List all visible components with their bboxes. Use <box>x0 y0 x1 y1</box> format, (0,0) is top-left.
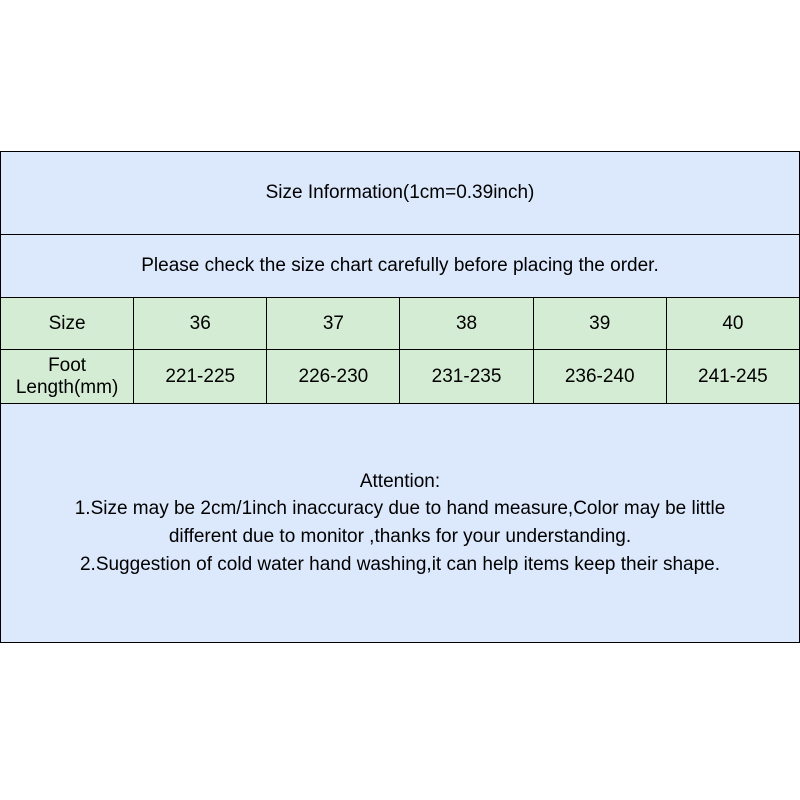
header-cell-36: 36 <box>134 298 267 350</box>
header-cell-39: 39 <box>533 298 666 350</box>
cell-foot-length-39: 236-240 <box>533 350 666 404</box>
cell-foot-length-38: 231-235 <box>400 350 533 404</box>
cell-foot-length-36: 221-225 <box>134 350 267 404</box>
attention-line-2: different due to monitor ,thanks for your understanding. <box>168 526 632 547</box>
size-information-table <box>0 151 800 643</box>
size-information-title: Size Information(1cm=0.39inch) <box>1 152 800 235</box>
cell-foot-length-37: 226-230 <box>267 350 400 404</box>
size-chart-notice: Please check the size chart carefully before placing the order. <box>1 235 800 298</box>
cell-foot-length-40: 241-245 <box>666 350 799 404</box>
table-title-row <box>1 152 800 235</box>
attention-line-3: 2.Suggestion of cold water hand washing,it can help items keep their shape. <box>79 553 721 575</box>
header-cell-38: 38 <box>400 298 533 350</box>
header-cell-37: 37 <box>267 298 400 350</box>
size-chart-container <box>0 151 800 639</box>
attention-heading: Attention: <box>359 470 441 492</box>
header-cell-40: 40 <box>666 298 799 350</box>
attention-notes-cell <box>1 404 800 643</box>
attention-notes <box>1 468 799 578</box>
table-subtitle-row <box>1 235 800 298</box>
header-cell-size: Size <box>1 298 134 350</box>
attention-notes-row <box>1 404 800 643</box>
table-row <box>1 350 800 404</box>
row-label-foot-length: Foot Length(mm) <box>1 350 134 404</box>
table-header-row <box>1 298 800 350</box>
attention-line-1: 1.Size may be 2cm/1inch inaccuracy due to hand measure,Color may be little <box>74 498 726 520</box>
